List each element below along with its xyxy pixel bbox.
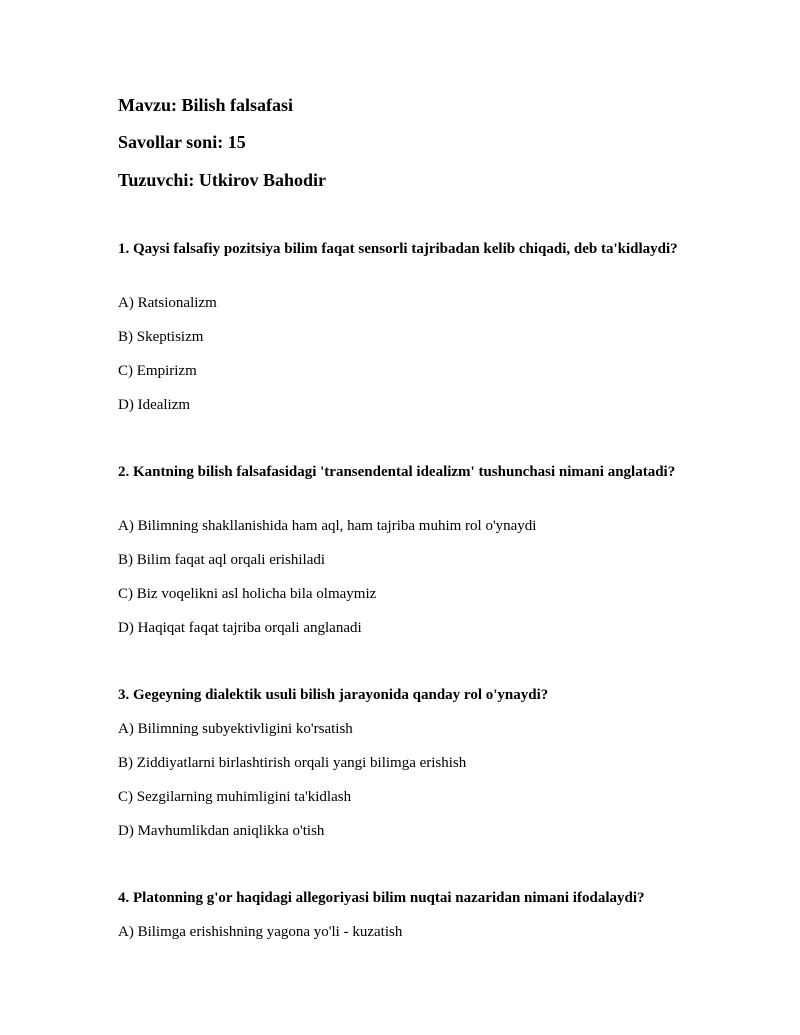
question-1-option-a: A) Ratsionalizm xyxy=(118,295,217,311)
question-1-option-d: D) Idealizm xyxy=(118,397,191,413)
question-3-option-c: C) Sezgilarning muhimligini ta'kidlash xyxy=(118,789,352,805)
question-2-option-c: C) Biz voqelikni asl holicha bila olmaymiz xyxy=(118,586,377,602)
question-2-option-d: D) Haqiqat faqat tajriba orqali anglanadi xyxy=(118,620,362,636)
topic-heading: Mavzu: Bilish falsafasi xyxy=(118,95,294,115)
question-3-option-a: A) Bilimning subyektivligini ko'rsatish xyxy=(118,721,353,737)
question-count-heading: Savollar soni: 15 xyxy=(118,132,246,152)
question-4-option-a: A) Bilimga erishishning yagona yo'li - kuzatish xyxy=(118,924,403,940)
question-2-option-a: A) Bilimning shakllanishida ham aql, ham tajriba muhim rol o'ynaydi xyxy=(118,518,537,534)
question-3-option-d: D) Mavhumlikdan aniqlikka o'tish xyxy=(118,823,325,839)
author-heading: Tuzuvchi: Utkirov Bahodir xyxy=(118,170,327,190)
question-4-title: 4. Platonning g'or haqidagi allegoriyasi bilim nuqtai nazaridan nimani ifodalaydi? xyxy=(118,890,645,906)
question-2-option-b: B) Bilim faqat aql orqali erishiladi xyxy=(118,552,326,568)
question-3-title: 3. Gegeyning dialektik usuli bilish jarayonida qanday rol o'ynaydi? xyxy=(118,687,549,703)
question-2-title: 2. Kantning bilish falsafasidagi 'transendental idealizm' tushunchasi nimani anglatadi? xyxy=(118,464,676,480)
question-1-option-c: C) Empirizm xyxy=(118,363,197,379)
question-1-option-b: B) Skeptisizm xyxy=(118,329,204,345)
question-1-title: 1. Qaysi falsafiy pozitsiya bilim faqat sensorli tajribadan kelib chiqadi, deb ta'kidlaydi? xyxy=(118,241,678,257)
question-3-option-b: B) Ziddiyatlarni birlashtirish orqali yangi bilimga erishish xyxy=(118,755,467,771)
